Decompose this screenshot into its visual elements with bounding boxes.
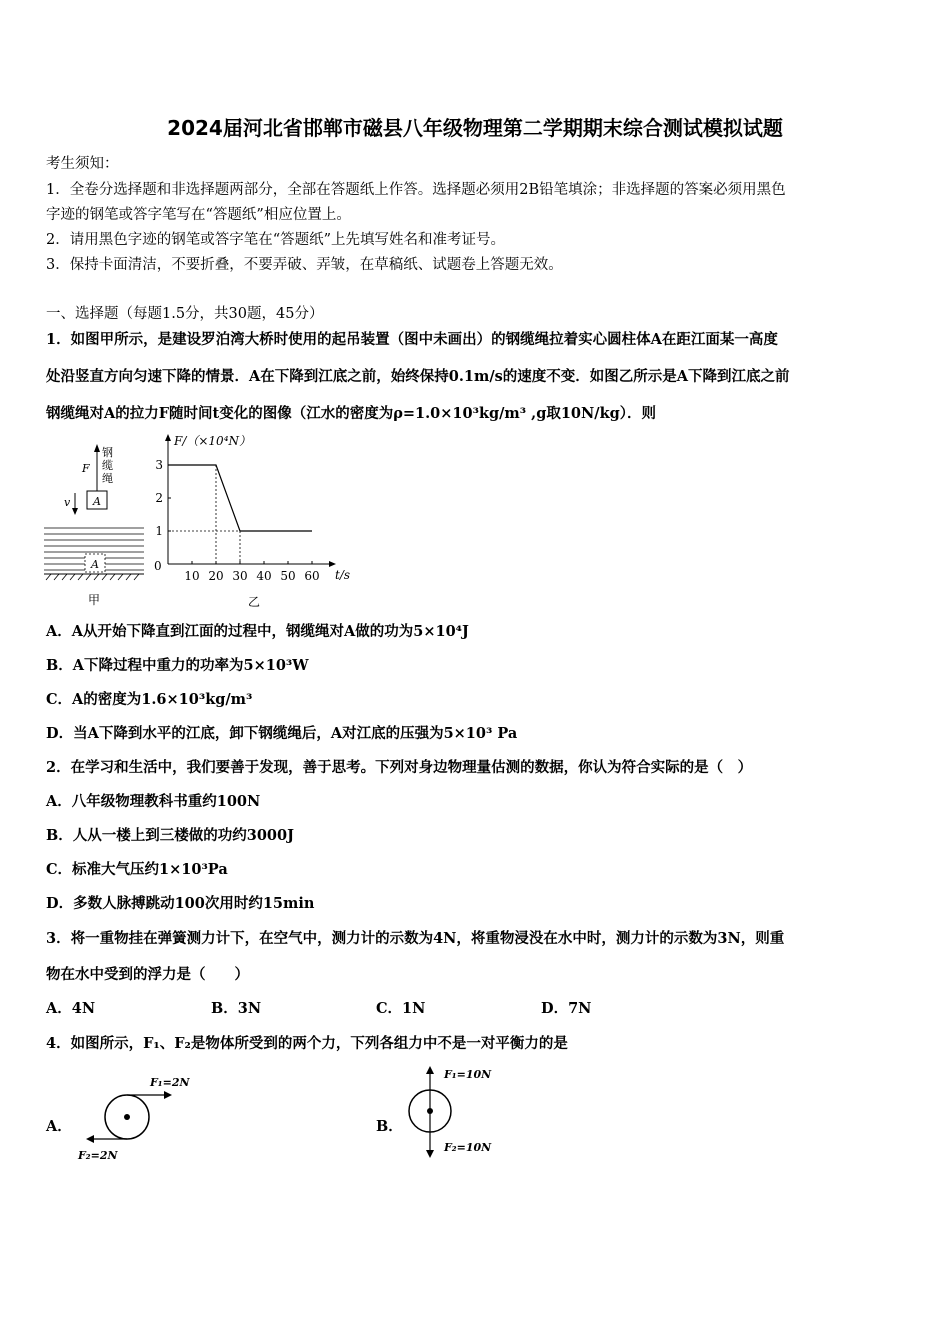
x-axis-label: t/s: [335, 568, 351, 582]
q3-stem-line: 物在水中受到的浮力是（ ）: [46, 966, 249, 983]
x-tick-label: 10: [184, 569, 200, 583]
notice-heading: 考生须知：: [46, 156, 119, 172]
q4-option-b-figure: [400, 1060, 520, 1165]
notice-line: 3．保持卡面清洁，不要折叠，不要弄破、弄皱，在草稿纸、试题卷上答题无效。: [46, 257, 563, 273]
q3-option-d: D．7N: [541, 1000, 592, 1017]
x-tick-label: 50: [280, 569, 296, 583]
q2-option-c: C．标准大气压约1×10³Pa: [46, 861, 228, 878]
rope-label: 缆: [102, 459, 113, 472]
q2-option-b: B．人从一楼上到三楼做的功约3000J: [46, 827, 294, 844]
q3-option-a: A．4N: [46, 1000, 96, 1017]
q1-stem-line: 钢缆绳对A的拉力F随时间t变化的图像（江水的密度为ρ=1.0×10³kg/m³ ,g取10N/kg）．则: [46, 405, 657, 422]
q4-stem: 4．如图所示，F₁、F₂是物体所受到的两个力，下列各组力中不是一对平衡力的是: [46, 1035, 568, 1052]
q2-option-a: A．八年级物理教科书重约100N: [46, 793, 261, 810]
q1-option-a: A．A从开始下降直到江面的过程中，钢缆绳对A做的功为5×10⁴J: [46, 623, 469, 640]
q3-stem-line: 3．将一重物挂在弹簧测力计下，在空气中，测力计的示数为4N，将重物浸没在水中时，测力计的示数为3N，则重: [46, 930, 785, 947]
figure-caption: 乙: [248, 595, 261, 609]
block-label: A: [91, 558, 99, 571]
x-tick-label: 20: [208, 569, 224, 583]
f1-arrowhead: [426, 1066, 434, 1074]
rope-label: 绳: [102, 472, 113, 485]
rope-label: 钢: [102, 446, 113, 459]
f2-label: F₂=10N: [444, 1141, 492, 1154]
f2-label: F₂=2N: [78, 1149, 118, 1162]
origin-label: 0: [154, 559, 162, 573]
y-axis-arrowhead: [165, 434, 171, 441]
section-heading: 一、选择题（每题1.5分，共30题，45分）: [46, 306, 324, 322]
figure-jia: [40, 436, 155, 611]
notice-line: 2．请用黑色字迹的钢笔或答字笔在“答题纸”上先填写姓名和准考证号。: [46, 232, 506, 248]
figure-yi-chart: [152, 428, 367, 613]
force-label: F: [82, 462, 90, 475]
notice-line: 1．全卷分选择题和非选择题两部分，全部在答题纸上作答。选择题必须用2B铅笔填涂；非选择题的答案必须用黑色: [46, 182, 786, 198]
q4-option-a-figure: [74, 1068, 204, 1168]
f1-arrowhead: [164, 1091, 172, 1099]
x-tick-label: 60: [304, 569, 320, 583]
notice-line: 字迹的钢笔或答字笔写在“答题纸”相应位置上。: [46, 207, 351, 223]
page-title: 2024届河北省邯郸市磁县八年级物理第二学期期末综合测试模拟试题: [167, 116, 783, 140]
velocity-arrowhead: [72, 508, 78, 515]
q3-option-c: C．1N: [376, 1000, 426, 1017]
q2-stem: 2．在学习和生活中，我们要善于发现，善于思考。下列对身边物理量估测的数据，你认为符合实际的是（ ）: [46, 759, 753, 776]
y-tick-label: 2: [155, 491, 163, 505]
y-axis-label: F/（×10⁴N）: [174, 434, 252, 448]
f2-arrowhead: [86, 1135, 94, 1143]
q1-stem-line: 1．如图甲所示，是建设罗泊湾大桥时使用的起吊装置（图中未画出）的钢缆绳拉着实心圆柱体A在距江面某一高度: [46, 331, 778, 348]
x-tick-label: 30: [232, 569, 248, 583]
q2-option-d: D．多数人脉搏跳动100次用时约15min: [46, 895, 315, 912]
y-tick-label: 1: [155, 524, 163, 538]
q1-option-d: D．当A下降到水平的江底，卸下钢缆绳后，A对江底的压强为5×10³ Pa: [46, 725, 518, 742]
force-arrowhead: [94, 444, 100, 452]
f1-label: F₁=10N: [444, 1068, 492, 1081]
figure-caption: 甲: [88, 593, 101, 607]
f1-label: F₁=2N: [150, 1076, 190, 1089]
q1-option-c: C．A的密度为1.6×10³kg/m³: [46, 691, 253, 708]
q1-option-b: B．A下降过程中重力的功率为5×10³W: [46, 657, 309, 674]
q4-option-a-letter: A．: [46, 1118, 72, 1135]
block-label: A: [93, 495, 101, 508]
velocity-label: v: [64, 496, 71, 509]
x-tick-label: 40: [256, 569, 272, 583]
q1-stem-line: 处沿竖直方向匀速下降的情景．A在下降到江底之前，始终保持0.1m/s的速度不变．如图乙所示是A下降到江底之前: [46, 368, 790, 385]
q3-option-b: B．3N: [211, 1000, 262, 1017]
y-tick-label: 3: [155, 458, 163, 472]
f2-arrowhead: [426, 1150, 434, 1158]
riverbed-hatch: [46, 574, 139, 580]
x-axis-arrowhead: [329, 561, 336, 567]
series-line-F: [168, 465, 312, 531]
q4-option-b-letter: B．: [376, 1118, 403, 1135]
center-dot: [124, 1114, 130, 1120]
